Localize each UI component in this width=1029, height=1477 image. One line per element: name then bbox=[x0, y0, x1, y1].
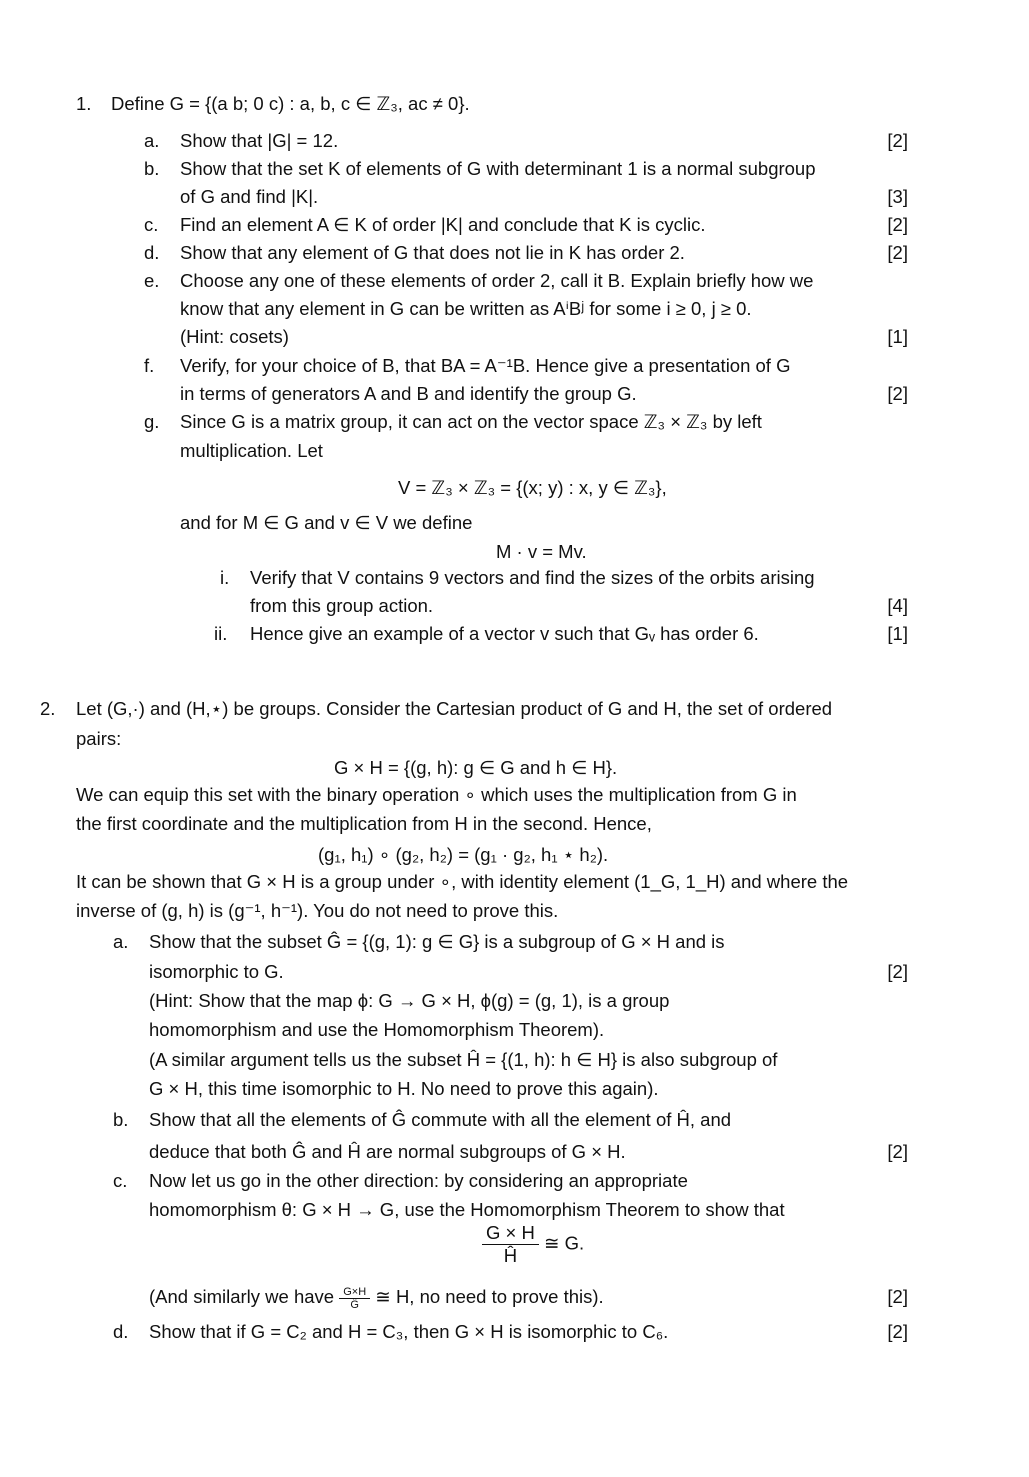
part-text: Verify that V contains 9 vectors and find the sizes of the orbits arising bbox=[250, 567, 815, 588]
part-text: (Hint: cosets) bbox=[180, 326, 289, 347]
paragraph-text: pairs: bbox=[76, 728, 122, 749]
marks: [2] bbox=[887, 130, 908, 151]
part-label: b. bbox=[113, 1109, 129, 1130]
marks: [2] bbox=[887, 961, 908, 982]
part-text: Show that the subset Ĝ = {(g, 1): g ∈ G} is a subgroup of G × H and is bbox=[149, 931, 725, 952]
part-text: (A similar argument tells us the subset Ĥ = {(1, h): h ∈ H} is also subgroup of bbox=[149, 1049, 778, 1070]
tail-prefix: (And similarly we have bbox=[149, 1286, 335, 1307]
q1-number: 1. bbox=[76, 93, 92, 114]
part-label: c. bbox=[113, 1170, 128, 1191]
part-text: Verify, for your choice of B, that BA = A⁻¹B. Hence give a presentation of G bbox=[180, 355, 791, 376]
part-text: multiplication. Let bbox=[180, 440, 323, 461]
part-label: d. bbox=[144, 242, 160, 263]
subpart-label: ii. bbox=[214, 623, 228, 644]
small-fraction-denominator: Ĝ bbox=[350, 1298, 359, 1311]
marks: [1] bbox=[887, 623, 908, 644]
part-text: Now let us go in the other direction: by considering an appropriate bbox=[149, 1170, 688, 1191]
paragraph-text: inverse of (g, h) is (g⁻¹, h⁻¹). You do not need to prove this. bbox=[76, 900, 559, 921]
fraction-numerator: G × H bbox=[482, 1222, 539, 1245]
fraction-rhs: ≅ G. bbox=[543, 1232, 585, 1254]
part-text: deduce that both Ĝ and Ĥ are normal subgroups of G × H. bbox=[149, 1141, 626, 1162]
part-text: Choose any one of these elements of order 2, call it B. Explain briefly how we bbox=[180, 270, 814, 291]
part-text: Show that any element of G that does not lie in K has order 2. bbox=[180, 242, 685, 263]
part-text: Since G is a matrix group, it can act on the vector space ℤ₃ × ℤ₃ by left bbox=[180, 411, 762, 432]
q2-number: 2. bbox=[40, 698, 56, 719]
fraction bbox=[482, 1222, 539, 1267]
part-label: e. bbox=[144, 270, 160, 291]
paragraph-text: the first coordinate and the multiplication from H in the second. Hence, bbox=[76, 813, 652, 834]
subpart-label: i. bbox=[220, 567, 230, 588]
part-text: know that any element in G can be written as AⁱBʲ for some i ≥ 0, j ≥ 0. bbox=[180, 298, 752, 319]
part-text: Show that the set K of elements of G with determinant 1 is a normal subgroup bbox=[180, 158, 816, 179]
part-text: isomorphic to G. bbox=[149, 961, 284, 982]
part-text-tail bbox=[149, 1282, 604, 1312]
part-text: Show that |G| = 12. bbox=[180, 130, 339, 151]
marks: [2] bbox=[887, 383, 908, 404]
paragraph-text: We can equip this set with the binary operation ∘ which uses the multiplication from G in bbox=[76, 784, 797, 805]
part-label: a. bbox=[113, 931, 129, 952]
part-label: g. bbox=[144, 411, 160, 432]
tail-suffix: ≅ H, no need to prove this). bbox=[375, 1286, 604, 1307]
marks: [4] bbox=[887, 595, 908, 616]
part-text: Hence give an example of a vector v such that Gᵥ has order 6. bbox=[250, 623, 759, 644]
part-text: of G and find |K|. bbox=[180, 186, 319, 207]
marks: [2] bbox=[887, 1286, 908, 1307]
part-text: from this group action. bbox=[250, 595, 434, 616]
marks: [2] bbox=[887, 1141, 908, 1162]
paragraph-text: Let (G,·) and (H,⋆) be groups. Consider the Cartesian product of G and H, the set of ordered bbox=[76, 698, 833, 719]
marks: [2] bbox=[887, 214, 908, 235]
part-text: G × H, this time isomorphic to H. No need to prove this again). bbox=[149, 1078, 659, 1099]
marks: [3] bbox=[887, 186, 908, 207]
equation-v-definition: V = ℤ₃ × ℤ₃ = {(x; y) : x, y ∈ ℤ₃}, bbox=[398, 477, 667, 498]
part-label: c. bbox=[144, 214, 159, 235]
part-text: in terms of generators A and B and identify the group G. bbox=[180, 383, 637, 404]
equation-cartesian-product: G × H = {(g, h): g ∈ G and h ∈ H}. bbox=[334, 757, 618, 778]
part-text: Show that if G = C₂ and H = C₃, then G × H is isomorphic to C₆. bbox=[149, 1321, 669, 1342]
equation-action: M · v = Mv. bbox=[496, 541, 587, 562]
q1-stem: Define G = {(a b; 0 c) : a, b, c ∈ ℤ₃, ac ≠ 0}. bbox=[111, 93, 470, 114]
fraction-denominator: Ĥ bbox=[503, 1245, 518, 1266]
part-text: Find an element A ∈ K of order |K| and conclude that K is cyclic. bbox=[180, 214, 706, 235]
part-label: d. bbox=[113, 1321, 129, 1342]
part-text: (Hint: Show that the map ϕ: G → G × H, ϕ(g) = (g, 1), is a group bbox=[149, 990, 670, 1011]
quotient-equation bbox=[482, 1222, 584, 1267]
part-text: homomorphism and use the Homomorphism Theorem). bbox=[149, 1019, 605, 1040]
marks: [1] bbox=[887, 326, 908, 347]
marks: [2] bbox=[887, 242, 908, 263]
small-fraction bbox=[339, 1286, 370, 1311]
paragraph-text: It can be shown that G × H is a group under ∘, with identity element (1_G, 1_H) and where the bbox=[76, 871, 849, 892]
part-text: Show that all the elements of Ĝ commute with all the element of Ĥ, and bbox=[149, 1109, 732, 1130]
part-text: homomorphism θ: G × H → G, use the Homomorphism Theorem to show that bbox=[149, 1199, 785, 1220]
part-text: and for M ∈ G and v ∈ V we define bbox=[180, 512, 473, 533]
part-label: b. bbox=[144, 158, 160, 179]
equation-operation: (g₁, h₁) ∘ (g₂, h₂) = (g₁ · g₂, h₁ ⋆ h₂). bbox=[318, 844, 609, 865]
part-label: f. bbox=[144, 355, 155, 376]
small-fraction-numerator: G×H bbox=[339, 1286, 370, 1299]
part-label: a. bbox=[144, 130, 160, 151]
marks: [2] bbox=[887, 1321, 908, 1342]
